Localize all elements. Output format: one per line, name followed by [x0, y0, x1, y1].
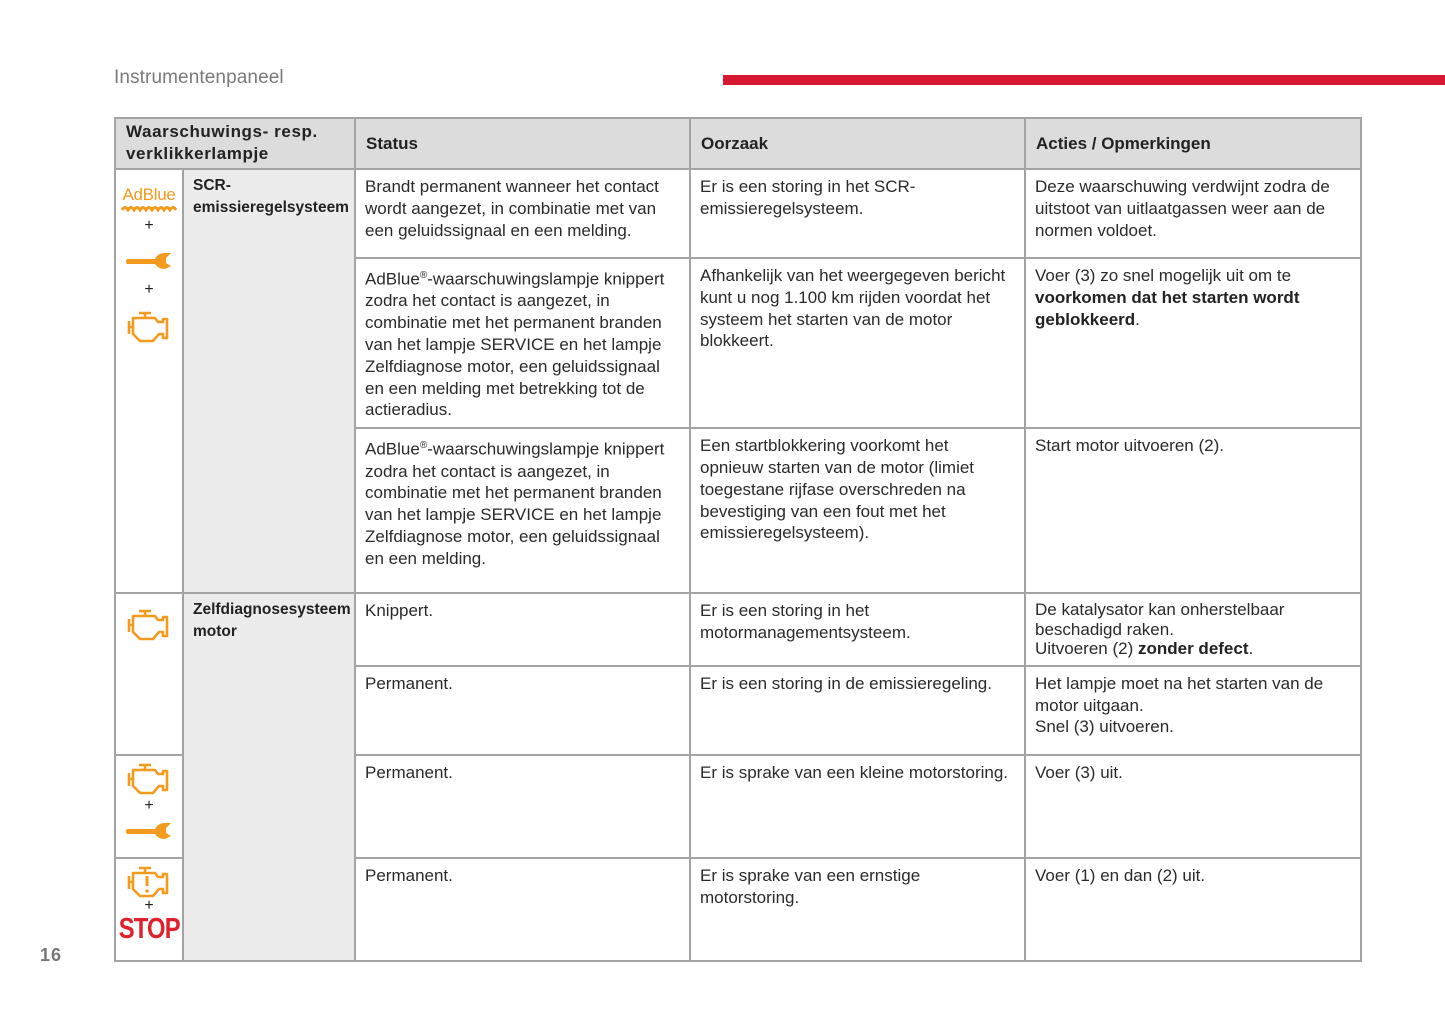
cause-cell: Er is een storing in het SCR-emissieregelsysteem.	[690, 169, 1025, 258]
system-name-scr: SCR- emissieregelsysteem	[183, 169, 355, 593]
header-cause: Oorzaak	[690, 118, 1025, 169]
status-cell: AdBlue®-waarschuwingslampje knippert zodra het contact is aangezet, in combinatie met het permanent branden van het lampje SERVICE en het lampje Zelfdiagnose motor, een geluidssignaal en een melding met betrekking tot de actieradius.	[355, 258, 690, 428]
lamp-icons-cell	[115, 169, 183, 593]
action-cell: De katalysator kan onherstelbaar beschadigd raken. Uitvoeren (2) zonder defect.	[1025, 593, 1361, 666]
service-wrench-icon	[125, 252, 173, 272]
cause-cell: Er is sprake van een ernstige motorstoring.	[690, 858, 1025, 961]
action-cell: Voer (3) zo snel mogelijk uit om te voorkomen dat het starten wordt geblokkeerd.	[1025, 258, 1361, 428]
lamp-icons-cell	[115, 593, 183, 755]
service-wrench-icon	[125, 822, 173, 842]
action-cell: Start motor uitvoeren (2).	[1025, 428, 1361, 593]
plus-sign: +	[144, 217, 154, 234]
header-actions: Acties / Opmerkingen	[1025, 118, 1361, 169]
cause-cell: Afhankelijk van het weergegeven bericht kunt u nog 1.100 km rijden voordat het systeem het starten van de motor blokkeert.	[690, 258, 1025, 428]
status-cell: Permanent.	[355, 755, 690, 858]
plus-sign: +	[144, 796, 154, 814]
lamp-icons-cell	[115, 858, 183, 961]
status-cell: AdBlue®-waarschuwingslampje knippert zodra het contact is aangezet, in combinatie met het permanent branden van het lampje SERVICE en het lampje Zelfdiagnose motor, een geluidssignaal en een melding.	[355, 428, 690, 593]
section-title: Instrumentenpaneel	[114, 67, 284, 88]
warning-lamps-table	[114, 117, 1362, 962]
plus-sign: +	[144, 896, 154, 914]
action-cell: Voer (3) uit.	[1025, 755, 1361, 858]
status-cell: Permanent.	[355, 858, 690, 961]
table-row	[115, 169, 1361, 258]
table-row	[115, 593, 1361, 666]
engine-icon	[125, 310, 173, 344]
page-number: 16	[40, 945, 63, 965]
action-cell: Deze waarschuwing verdwijnt zodra de uitstoot van uitlaatgassen weer aan de normen voldoet.	[1025, 169, 1361, 258]
engine-icon	[125, 762, 173, 796]
status-cell: Permanent.	[355, 666, 690, 755]
plus-sign: +	[144, 281, 154, 298]
action-cell: Het lampje moet na het starten van de motor uitgaan. Snel (3) uitvoeren.	[1025, 666, 1361, 755]
cause-cell: Er is een storing in de emissieregeling.	[690, 666, 1025, 755]
system-name-engine-diagnosis: Zelfdiagnosesysteem motor	[183, 593, 355, 961]
cause-cell: Een startblokkering voorkomt het opnieuw starten van de motor (limiet toegestane rijfase overschreden na bevestiging van een fout met het emissieregelsysteem).	[690, 428, 1025, 593]
cause-cell: Er is een storing in het motormanagementsysteem.	[690, 593, 1025, 666]
status-cell: Knippert.	[355, 593, 690, 666]
engine-warning-icon	[125, 865, 173, 899]
status-cell: Brandt permanent wanneer het contact wordt aangezet, in combinatie met van een geluidssignaal en een melding.	[355, 169, 690, 258]
stop-icon: STOP	[118, 912, 180, 945]
action-cell: Voer (1) en dan (2) uit.	[1025, 858, 1361, 961]
lamp-icons-cell	[115, 755, 183, 858]
adblue-icon: AdBlue	[121, 186, 177, 212]
engine-icon	[125, 608, 173, 642]
header-status: Status	[355, 118, 690, 169]
cause-cell: Er is sprake van een kleine motorstoring.	[690, 755, 1025, 858]
section-accent-bar	[723, 75, 1445, 85]
table-header-row	[115, 118, 1361, 169]
header-lamp: Waarschuwings- resp. verklikkerlampje	[115, 118, 355, 169]
